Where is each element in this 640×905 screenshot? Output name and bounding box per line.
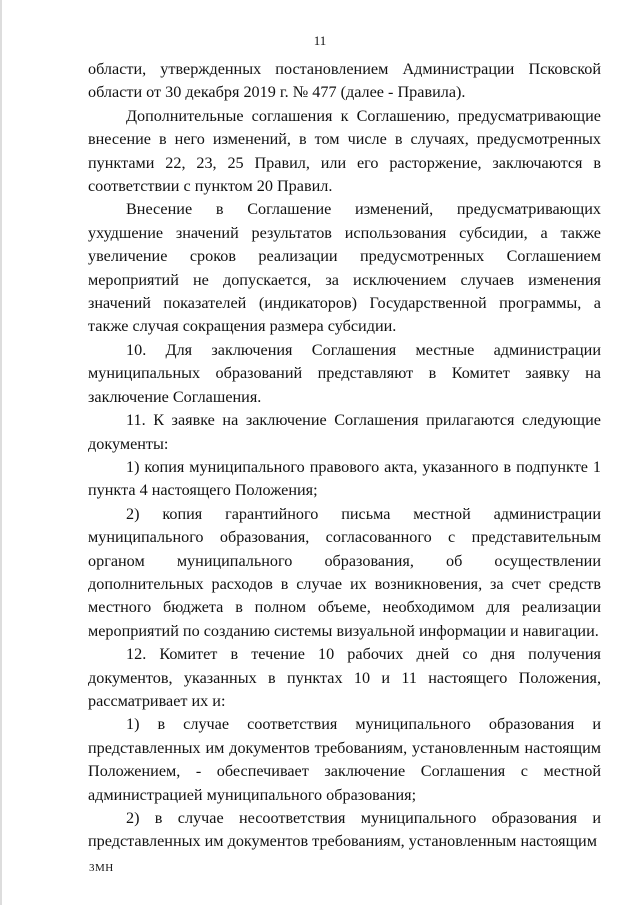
paragraph-amendments: Внесение в Соглашение изменений, предусматривающих ухудшение значений результатов использования субсидии, а также увеличение сроков реализации предусмотренных Соглашением мероприятий не допускается, за исключением случаев изменения значений показателей (индикаторов) Государственной программы, а также случая сокращения размера субсидии.	[88, 200, 601, 336]
paragraph-item-11-sub-2: 2) копия гарантийного письма местной администрации муниципального образования, согласованного с представительным органом муниципального образования, об осуществлении дополнительных расходов в случае их возникновения, за счет средств местного бюджета в полном объеме, необходимом для реализации мероприятий по созданию системы визуальной информации и навигации.	[88, 504, 601, 640]
paragraph-item-11: 11. К заявке на заключение Соглашения прилагаются следующие документы:	[88, 411, 601, 453]
paragraph-item-12-sub-1: 1) в случае соответствия муниципального образования и представленных им документов требованиям, установленным настоящим Положением, - обеспечивает заключение Соглашения с местной администрацией муниципального образования;	[88, 715, 601, 804]
paragraph-rules-reference: области, утвержденных постановлением Администрации Псковской области от 30 декабря 2019 г. № 477 (далее - Правила).	[88, 60, 601, 102]
scan-edge	[0, 0, 2, 905]
document-body	[88, 58, 601, 854]
footer-code: 3МН	[89, 862, 114, 874]
page-number: 11	[313, 33, 327, 48]
paragraph-additional-agreements: Дополнительные соглашения к Соглашению, предусматривающие внесение в него изменений, в том числе в случаях, предусмотренных пунктами 22, 23, 25 Правил, или его расторжение, заключаются в соответствии с пунктом 20 Правил.	[88, 106, 601, 196]
paragraph-item-12-sub-2: 2) в случае несоответствия муниципального образования и представленных им документов требованиям, установленным настоящим	[88, 809, 601, 851]
paragraph-item-12: 12. Комитет в течение 10 рабочих дней со дня получения документов, указанных в пунктах 10 и 11 настоящего Положения, рассматривает их и:	[88, 645, 601, 710]
paragraph-item-11-sub-1: 1) копия муниципального правового акта, указанного в подпункте 1 пункта 4 настоящего Положения;	[88, 457, 601, 500]
paragraph-item-10: 10. Для заключения Соглашения местные администрации муниципальных образований представляют в Комитет заявку на заключение Соглашения.	[88, 340, 601, 406]
